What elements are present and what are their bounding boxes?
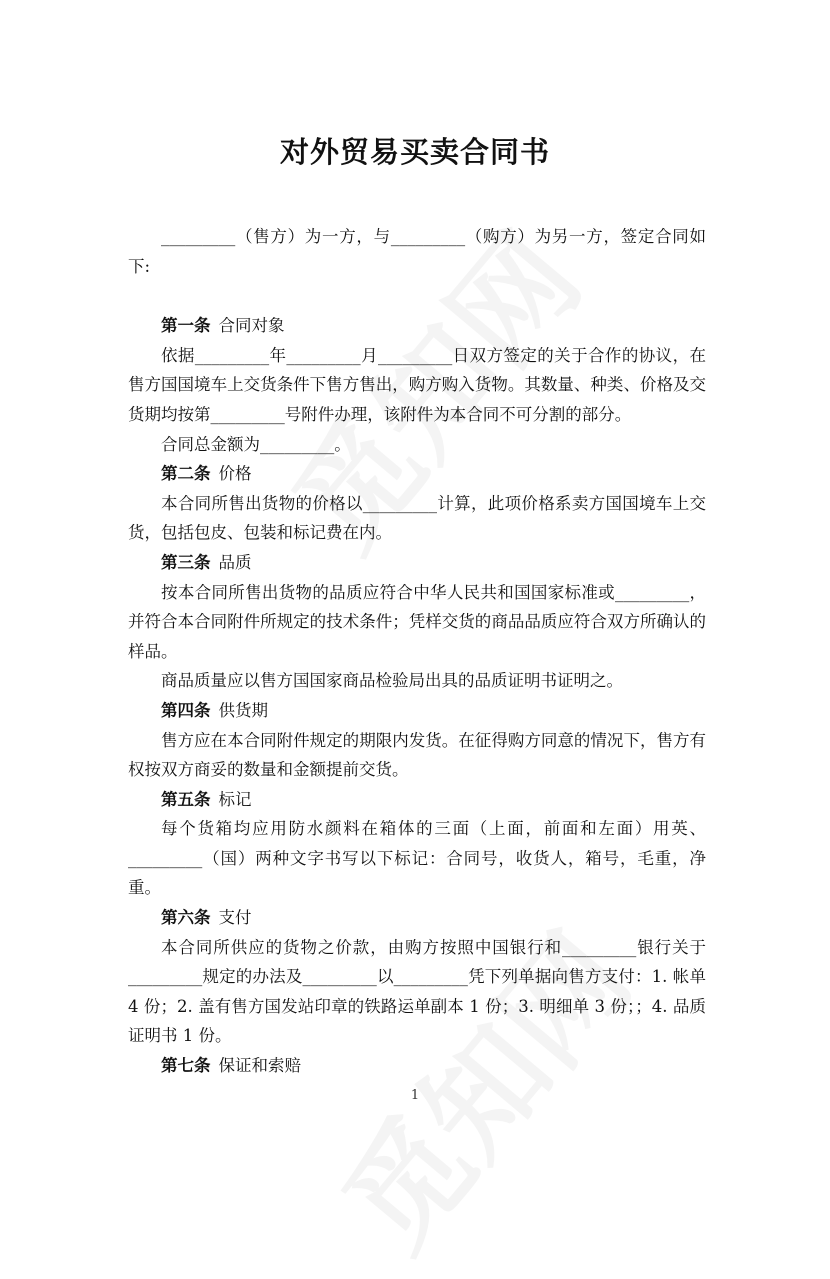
document-title: 对外贸易买卖合同书 xyxy=(279,135,550,169)
intro-paragraph: _________（售方）为一方，与_________（购方）为另一方，签定合同如下: xyxy=(128,227,706,276)
document-body xyxy=(128,222,706,1081)
article-paragraph: 每个货箱均应用防水颜料在箱体的三面（上面，前面和左面）用英、_________（国）两种文字书写以下标记：合同号，收货人，箱号，毛重，净重。 xyxy=(128,819,706,898)
article-heading: 第六条 支付 xyxy=(161,908,252,928)
page-number: 1 xyxy=(410,1088,420,1103)
article-paragraph: 合同总金额为_________。 xyxy=(161,434,351,454)
article-heading: 第一条 合同对象 xyxy=(161,316,285,336)
article-heading: 第四条 供货期 xyxy=(161,700,268,720)
article-heading: 第三条 品质 xyxy=(161,552,252,572)
article-heading: 第二条 价格 xyxy=(161,464,252,484)
article-paragraph: 售方应在本合同附件规定的期限内发货。在征得购方同意的情况下，售方有权按双方商妥的数量和金额提前交货。 xyxy=(128,730,706,780)
article-paragraph: 本合同所供应的货物之价款，由购方按照中国银行和_________银行关于_________规定的办法及_________以_________凭下列单据向售方支付：1. 帐单 4 份；2. 盖有售方国发站印章的铁路运单副本 1 份；3. 明细单 3 份；；4. 品质证明书 1 份。 xyxy=(128,937,706,1046)
article-heading: 第五条 标记 xyxy=(161,789,252,809)
article-paragraph: 依据_________年_________月_________日双方签定的关于合作的协议，在售方国国境车上交货条件下售方售出，购方购入货物。其数量、种类、价格及交货期均按第_________号附件办理，该附件为本合同不可分割的部分。 xyxy=(128,345,706,424)
article-heading: 第七条 保证和索赔 xyxy=(161,1056,301,1076)
article-paragraph: 按本合同所售出货物的品质应符合中华人民共和国国家标准或_________，并符合本合同附件所规定的技术条件；凭样交货的商品品质应符合双方所确认的样品。 xyxy=(128,582,706,661)
article-paragraph: 商品质量应以售方国国家商品检验局出具的品质证明书证明之。 xyxy=(161,671,623,691)
article-paragraph: 本合同所售出货物的价格以_________计算，此项价格系卖方国国境车上交货，包括包皮、包装和标记费在内。 xyxy=(128,493,706,543)
